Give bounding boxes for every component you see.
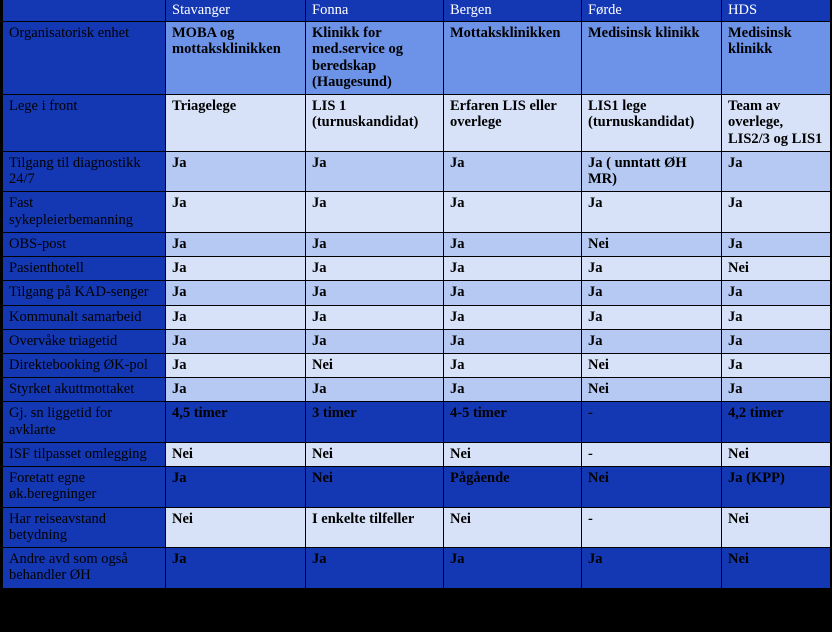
table-row	[3, 305, 831, 329]
table-cell: Nei	[166, 507, 306, 547]
table-cell: Nei	[582, 353, 722, 377]
table-cell: Ja	[582, 329, 722, 353]
table-cell: Triagelege	[166, 95, 306, 152]
table-cell: Ja	[166, 305, 306, 329]
column-header-forde: Førde	[582, 0, 722, 22]
table-cell: Ja	[722, 192, 831, 232]
table-cell: Ja	[306, 281, 444, 305]
table-cell: Mottaksklinikken	[444, 22, 582, 95]
table-row	[3, 402, 831, 442]
table-cell: Ja ( unntatt ØH MR)	[582, 151, 722, 191]
row-label: Lege i front	[3, 95, 166, 152]
table-cell: Nei	[582, 232, 722, 256]
table-row	[3, 442, 831, 466]
table-cell: Ja	[722, 305, 831, 329]
row-label: Kommunalt samarbeid	[3, 305, 166, 329]
table-row	[3, 95, 831, 152]
table-cell: -	[582, 507, 722, 547]
table-cell: Ja	[166, 257, 306, 281]
table-cell: Nei	[722, 442, 831, 466]
table-cell: Ja	[166, 378, 306, 402]
table-cell: Ja	[166, 329, 306, 353]
table-row	[3, 378, 831, 402]
table-row	[3, 353, 831, 377]
table-cell: Nei	[722, 548, 831, 588]
table-cell: Ja	[444, 353, 582, 377]
table-cell: Ja	[722, 353, 831, 377]
table-body	[3, 22, 831, 588]
row-label: Gj. sn liggetid for avklarte	[3, 402, 166, 442]
table-row	[3, 548, 831, 588]
row-label: Pasienthotell	[3, 257, 166, 281]
table-cell: Ja	[306, 232, 444, 256]
table-cell: Ja	[582, 281, 722, 305]
table-cell: Nei	[582, 467, 722, 507]
table-cell: Ja	[444, 305, 582, 329]
table-cell: 4,2 timer	[722, 402, 831, 442]
table-cell: Ja	[166, 232, 306, 256]
table-row	[3, 232, 831, 256]
row-label: Foretatt egne øk.beregninger	[3, 467, 166, 507]
table-cell: Nei	[166, 442, 306, 466]
comparison-table	[2, 0, 831, 589]
table-cell: Ja	[444, 378, 582, 402]
table-cell: Ja	[722, 151, 831, 191]
table-cell: MOBA og mottaksklinikken	[166, 22, 306, 95]
table-cell: Ja	[166, 281, 306, 305]
column-header-0	[3, 0, 166, 22]
table-cell: Erfaren LIS eller overlege	[444, 95, 582, 152]
row-label: ISF tilpasset omlegging	[3, 442, 166, 466]
table-row	[3, 281, 831, 305]
table-cell: 4-5 timer	[444, 402, 582, 442]
table-cell: Ja	[306, 192, 444, 232]
table-row	[3, 192, 831, 232]
table-cell: Ja	[444, 151, 582, 191]
table-cell: 4,5 timer	[166, 402, 306, 442]
row-label: Direktebooking ØK-pol	[3, 353, 166, 377]
table-cell: Ja	[166, 151, 306, 191]
table-cell: Ja	[582, 192, 722, 232]
table-cell: 3 timer	[306, 402, 444, 442]
table-cell: Ja	[166, 548, 306, 588]
table-cell: Medisinsk klinikk	[582, 22, 722, 95]
row-label: Har reiseavstand betydning	[3, 507, 166, 547]
column-header-bergen: Bergen	[444, 0, 582, 22]
table-cell: Ja	[722, 232, 831, 256]
table-cell: Ja	[166, 192, 306, 232]
table-cell: Pågående	[444, 467, 582, 507]
column-header-stavanger: Stavanger	[166, 0, 306, 22]
row-label: Overvåke triagetid	[3, 329, 166, 353]
column-header-fonna: Fonna	[306, 0, 444, 22]
table-row	[3, 22, 831, 95]
table-cell: -	[582, 442, 722, 466]
table-cell: Ja	[722, 378, 831, 402]
table-cell: I enkelte tilfeller	[306, 507, 444, 547]
table-cell: Nei	[306, 442, 444, 466]
row-label: Fast sykepleierbemanning	[3, 192, 166, 232]
table-cell: Nei	[722, 257, 831, 281]
table-cell: Ja	[306, 305, 444, 329]
table-cell: Nei	[722, 507, 831, 547]
table-cell: Ja	[306, 548, 444, 588]
table-cell: Ja	[444, 329, 582, 353]
table-cell: Team av overlege, LIS2/3 og LIS1	[722, 95, 831, 152]
table-cell: Ja	[166, 353, 306, 377]
table-row	[3, 151, 831, 191]
table-cell: Ja	[306, 378, 444, 402]
table-cell: -	[582, 402, 722, 442]
row-label: OBS-post	[3, 232, 166, 256]
table-cell: Medisinsk klinikk	[722, 22, 831, 95]
table-cell: Nei	[444, 442, 582, 466]
table-cell: Nei	[306, 353, 444, 377]
row-label: Styrket akuttmottaket	[3, 378, 166, 402]
table-cell: Ja	[722, 281, 831, 305]
row-label: Tilgang til diagnostikk 24/7	[3, 151, 166, 191]
table-cell: Ja	[444, 192, 582, 232]
table-cell: Ja	[166, 467, 306, 507]
table-cell: Ja (KPP)	[722, 467, 831, 507]
table-cell: Ja	[444, 232, 582, 256]
table-cell: Nei	[306, 467, 444, 507]
table-cell: Ja	[306, 329, 444, 353]
table-cell: Ja	[306, 151, 444, 191]
table-row	[3, 507, 831, 547]
row-label: Tilgang på KAD-senger	[3, 281, 166, 305]
table-header-row	[3, 0, 831, 22]
table-cell: Ja	[582, 305, 722, 329]
table-cell: Nei	[444, 507, 582, 547]
table-cell: Ja	[306, 257, 444, 281]
table-cell: Ja	[444, 257, 582, 281]
table-cell: Ja	[444, 281, 582, 305]
table-row	[3, 329, 831, 353]
table-cell: Ja	[444, 548, 582, 588]
table-row	[3, 467, 831, 507]
table-cell: Ja	[582, 548, 722, 588]
row-label: Organisatorisk enhet	[3, 22, 166, 95]
table-cell: Nei	[582, 378, 722, 402]
table-cell: LIS 1 (turnuskandidat)	[306, 95, 444, 152]
row-label: Andre avd som også behandler ØH	[3, 548, 166, 588]
table-cell: LIS1 lege (turnuskandidat)	[582, 95, 722, 152]
column-header-hds: HDS	[722, 0, 831, 22]
table-cell: Ja	[582, 257, 722, 281]
table-cell: Ja	[722, 329, 831, 353]
table-cell: Klinikk for med.service og beredskap (Haugesund)	[306, 22, 444, 95]
table-row	[3, 257, 831, 281]
